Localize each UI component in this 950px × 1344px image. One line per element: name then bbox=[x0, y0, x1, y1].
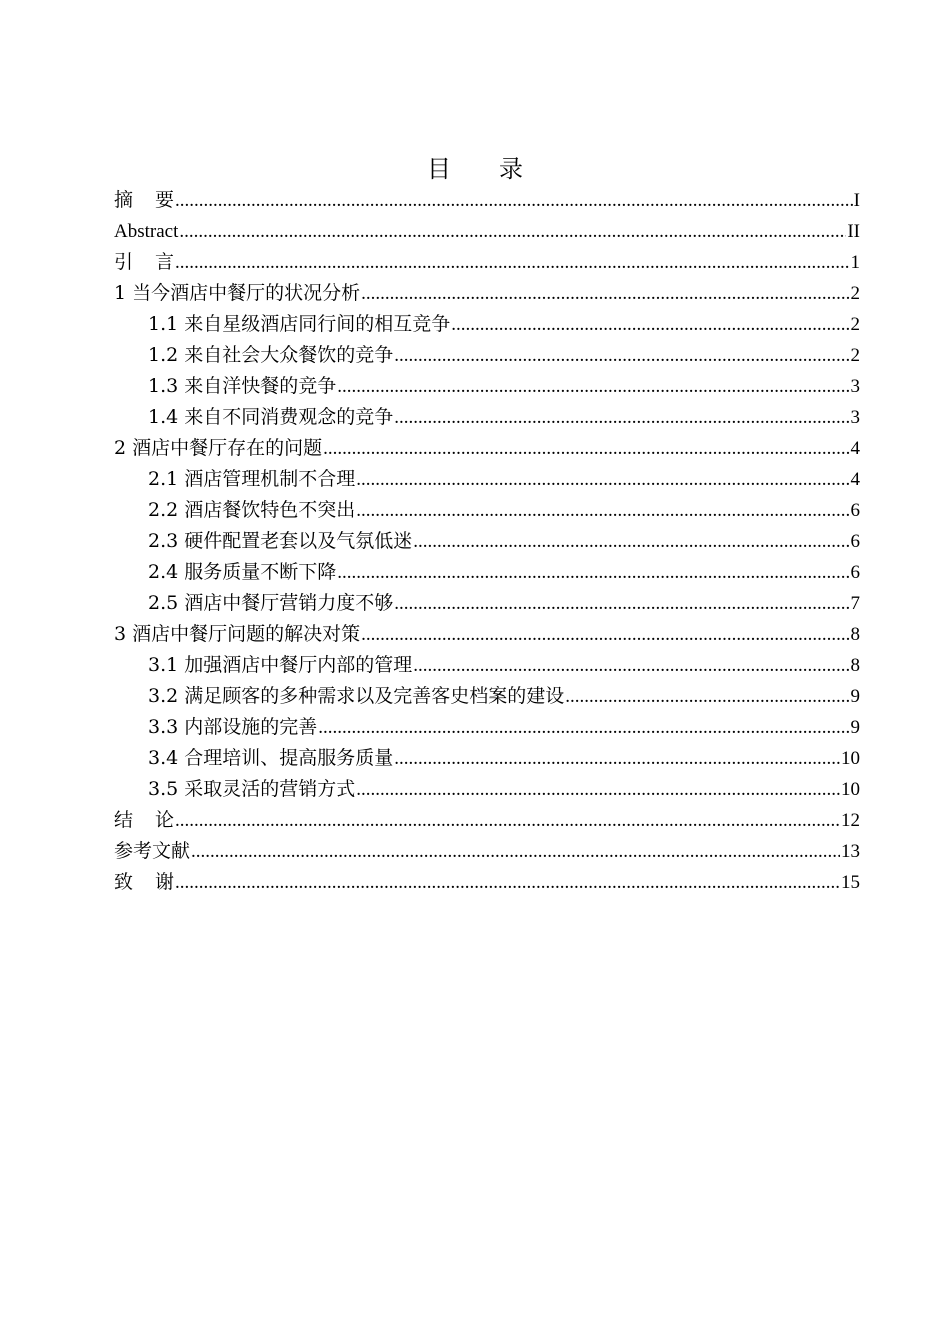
toc-entry[interactable] bbox=[114, 309, 860, 340]
dot-leader bbox=[337, 557, 849, 588]
toc-entry[interactable] bbox=[114, 774, 860, 805]
dot-leader bbox=[356, 774, 840, 805]
toc-entry-label: 3.1 加强酒店中餐厅内部的管理 bbox=[148, 654, 413, 676]
toc-entry-page-number: 8 bbox=[850, 655, 860, 676]
toc-entry-page-number: 13 bbox=[841, 841, 860, 862]
dot-leader bbox=[413, 650, 849, 681]
dot-leader bbox=[175, 247, 849, 278]
dot-leader bbox=[191, 836, 840, 867]
toc-entry-page-number: 7 bbox=[850, 593, 860, 614]
toc-entry-label: 3 酒店中餐厅问题的解决对策 bbox=[114, 623, 361, 645]
toc-entry-label: 1.3 来自洋快餐的竞争 bbox=[148, 375, 337, 397]
dot-leader bbox=[175, 185, 853, 216]
toc-entry-label bbox=[114, 867, 174, 898]
dot-leader bbox=[361, 278, 849, 309]
toc-entry[interactable] bbox=[114, 836, 860, 867]
toc-entry-label: 2.2 酒店餐饮特色不突出 bbox=[148, 499, 356, 521]
dot-leader bbox=[565, 681, 849, 712]
toc-entry-label: 3.3 内部设施的完善 bbox=[148, 716, 318, 738]
toc-entry-label: 3.4 合理培训、提高服务质量 bbox=[148, 747, 394, 769]
toc-entry-page-number: 2 bbox=[850, 283, 860, 304]
toc-entry[interactable] bbox=[114, 557, 860, 588]
toc-entry-label: 1.4 来自不同消费观念的竞争 bbox=[148, 406, 394, 428]
toc-entry-label: 参考文献 bbox=[114, 840, 191, 862]
toc-entry-page-number: 6 bbox=[850, 562, 860, 583]
dot-leader bbox=[394, 588, 849, 619]
toc-entry[interactable] bbox=[114, 402, 860, 433]
dot-leader bbox=[413, 526, 849, 557]
toc-entry[interactable] bbox=[114, 247, 860, 278]
dot-leader bbox=[356, 464, 849, 495]
dot-leader bbox=[323, 433, 849, 464]
toc-entry-page-number: 9 bbox=[850, 686, 860, 707]
toc-entry-label: 1.1 来自星级酒店同行间的相互竞争 bbox=[148, 313, 451, 335]
toc-entry-label-second: 言 bbox=[155, 251, 175, 273]
toc-entry-label: 3.5 采取灵活的营销方式 bbox=[148, 778, 356, 800]
toc-entry-page-number: 6 bbox=[850, 531, 860, 552]
dot-leader bbox=[179, 216, 846, 247]
dot-leader bbox=[451, 309, 849, 340]
toc-entry-page-number: 8 bbox=[850, 624, 860, 645]
dot-leader bbox=[394, 402, 849, 433]
toc-entry-page-number: 6 bbox=[850, 500, 860, 521]
toc-entry-page-number: 10 bbox=[841, 779, 860, 800]
toc-entry[interactable] bbox=[114, 278, 860, 309]
toc-entry-label-second: 论 bbox=[155, 809, 175, 831]
toc-entry-label: 2.5 酒店中餐厅营销力度不够 bbox=[148, 592, 394, 614]
toc-entry-page-number: 12 bbox=[841, 810, 860, 831]
toc-entry[interactable] bbox=[114, 681, 860, 712]
toc-entry-page-number: 2 bbox=[850, 314, 860, 335]
toc-title-part2: 录 bbox=[499, 155, 523, 183]
dot-leader bbox=[175, 867, 840, 898]
toc-entry-label: 2.1 酒店管理机制不合理 bbox=[148, 468, 356, 490]
toc-entry[interactable] bbox=[114, 185, 860, 216]
toc-entry-page-number: 4 bbox=[850, 469, 860, 490]
toc-entry-label-first: 致 bbox=[114, 871, 134, 893]
toc-entry[interactable] bbox=[114, 433, 860, 464]
toc-entry-label: 2 酒店中餐厅存在的问题 bbox=[114, 437, 323, 459]
toc-entry[interactable] bbox=[114, 371, 860, 402]
toc-entry[interactable] bbox=[114, 526, 860, 557]
toc-entry[interactable] bbox=[114, 650, 860, 681]
toc-entry[interactable] bbox=[114, 743, 860, 774]
toc-entry-page-number: 10 bbox=[841, 748, 860, 769]
dot-leader bbox=[318, 712, 849, 743]
toc-entry[interactable] bbox=[114, 712, 860, 743]
toc-entry[interactable] bbox=[114, 340, 860, 371]
toc-entry-label-second: 要 bbox=[155, 189, 175, 211]
toc-entry-label bbox=[114, 247, 174, 278]
toc-entry[interactable] bbox=[114, 588, 860, 619]
toc-entry-page-number: II bbox=[847, 221, 860, 242]
toc-entry-page-number: 1 bbox=[850, 252, 860, 273]
dot-leader bbox=[394, 340, 849, 371]
toc-entry[interactable] bbox=[114, 464, 860, 495]
toc-entry-label bbox=[114, 805, 174, 836]
toc-entry[interactable] bbox=[114, 619, 860, 650]
toc-entry-label-second: 谢 bbox=[155, 871, 175, 893]
toc-entry-label-first: 引 bbox=[114, 251, 134, 273]
toc-entry[interactable] bbox=[114, 867, 860, 898]
toc-entry-label-first: 摘 bbox=[114, 189, 134, 211]
toc-title-part1: 目 bbox=[427, 155, 451, 183]
toc-entry-label-first: 结 bbox=[114, 809, 134, 831]
toc-entry-label: 1 当今酒店中餐厅的状况分析 bbox=[114, 282, 361, 304]
toc-entry-page-number: 9 bbox=[850, 717, 860, 738]
toc-entry-label: Abstract bbox=[114, 221, 179, 242]
toc-entry[interactable] bbox=[114, 216, 860, 247]
toc-entry-label bbox=[114, 185, 174, 216]
toc-title bbox=[0, 152, 950, 186]
toc-entry-page-number: 4 bbox=[850, 438, 860, 459]
toc-list bbox=[114, 185, 860, 898]
toc-entry-label: 2.3 硬件配置老套以及气氛低迷 bbox=[148, 530, 413, 552]
dot-leader bbox=[337, 371, 849, 402]
toc-entry-page-number: 3 bbox=[850, 407, 860, 428]
toc-entry[interactable] bbox=[114, 495, 860, 526]
toc-entry-page-number: 3 bbox=[850, 376, 860, 397]
toc-entry-page-number: I bbox=[853, 190, 860, 211]
toc-entry-label: 2.4 服务质量不断下降 bbox=[148, 561, 337, 583]
toc-entry-page-number: 2 bbox=[850, 345, 860, 366]
toc-entry-label: 1.2 来自社会大众餐饮的竞争 bbox=[148, 344, 394, 366]
dot-leader bbox=[361, 619, 849, 650]
toc-entry-page-number: 15 bbox=[841, 872, 860, 893]
dot-leader bbox=[356, 495, 849, 526]
toc-entry-label: 3.2 满足顾客的多种需求以及完善客史档案的建设 bbox=[148, 685, 565, 707]
dot-leader bbox=[394, 743, 840, 774]
dot-leader bbox=[175, 805, 840, 836]
toc-entry[interactable] bbox=[114, 805, 860, 836]
